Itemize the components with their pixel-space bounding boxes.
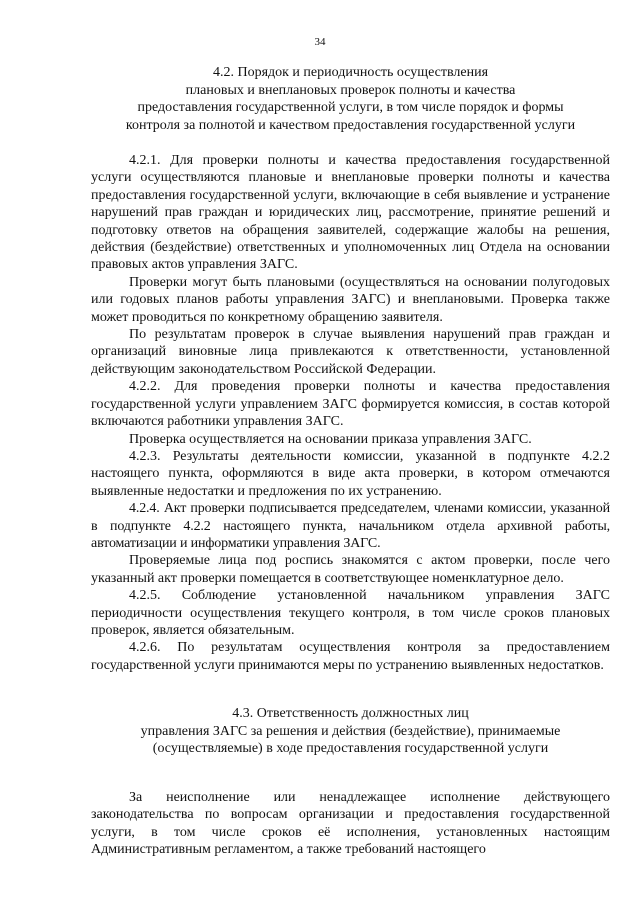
paragraph-liability: За неисполнение или ненадлежащее исполнение действующего законодательства по вопросам организации и предоставления государственной услуги, в том числе сроков её исполнения, установленных настоящим Административным регламентом, а также требований настоящего xyxy=(91,790,610,858)
paragraph-4-2-3: 4.2.3. Результаты деятельности комиссии, указанной в подпункте 4.2.2 настоящего пункта, оформляются в виде акта проверки, в котором отмечаются выявленные недостатки и предложения по их устранению. xyxy=(91,448,610,499)
heading-line: 4.3. Ответственность должностных лиц xyxy=(232,706,469,721)
section-4-3-heading xyxy=(91,705,610,758)
paragraph-order-basis: Проверка осуществляется на основании приказа управления ЗАГС. xyxy=(129,431,532,447)
section-4-3-body xyxy=(91,789,610,859)
section-4-2-body xyxy=(91,152,610,674)
paragraph-check-results: По результатам проверок в случае выявления нарушений прав граждан и организаций виновные лица привлекаются к ответственности, установленной действующим законодательством Российской Федерации. xyxy=(91,327,610,377)
heading-line: управления ЗАГС за решения и действия (бездействие), принимаемые xyxy=(140,723,561,739)
paragraph-signature-acquaintance: Проверяемые лица под роспись знакомятся с актом проверки, после чего указанный акт проверки помещается в соответствующее номенклатурное дело. xyxy=(91,553,610,586)
paragraph-4-2-4: 4.2.4. Акт проверки подписывается председателем, членами комиссии, указанной в подпункте 4.2.2 настоящего пункта, начальником отдела архивной работы, автоматизации и информатики управления ЗАГС. xyxy=(91,501,610,551)
paragraph-4-2-5: 4.2.5. Соблюдение установленной начальником управления ЗАГС периодичности осуществления текущего контроля, в том числе сроков плановых проверок, является обязательным. xyxy=(91,588,610,638)
heading-line: плановых и внеплановых проверок полноты и качества xyxy=(185,82,516,98)
paragraph-4-2-6: 4.2.6. По результатам осуществления контроля за предоставлением государственной услуги принимаются меры по устранению выявленных недостатков. xyxy=(91,640,610,673)
paragraph-planned-checks: Проверки могут быть плановыми (осуществляться на основании полугодовых или годовых планов работы управления ЗАГС) и внеплановыми. Проверка также может проводиться по конкретному обращению заявителя. xyxy=(91,274,610,325)
section-4-2-heading xyxy=(91,64,610,134)
paragraph-4-2-2: 4.2.2. Для проведения проверки полноты и качества предоставления государственной услуги управлением ЗАГС формируется комиссия, в состав которой включаются работники управления ЗАГС. xyxy=(91,379,610,430)
heading-line: (осуществляемые) в ходе предоставления государственной услуги xyxy=(152,741,549,756)
heading-line: контроля за полнотой и качеством предоставления государственной услуги xyxy=(125,117,576,133)
paragraph-4-2-1: 4.2.1. Для проверки полноты и качества предоставления государственной услуги осуществляются плановые и внеплановые проверки полноты и качества предоставления государственной услуги, включающие в себя выявление и устранение нарушений прав граждан и юридических лиц, рассмотрение, принятие решений и подготовку ответов на обращения заявителей, содержащие жалобы на решения, действия (бездействие) ответственных и уполномоченных лиц Отдела на основании правовых актов управления ЗАГС. xyxy=(91,153,610,273)
heading-line: предоставления государственной услуги, в том числе порядок и формы xyxy=(137,100,564,115)
page-number: 34 xyxy=(314,36,326,48)
heading-line: 4.2. Порядок и периодичность осуществления xyxy=(212,65,489,80)
